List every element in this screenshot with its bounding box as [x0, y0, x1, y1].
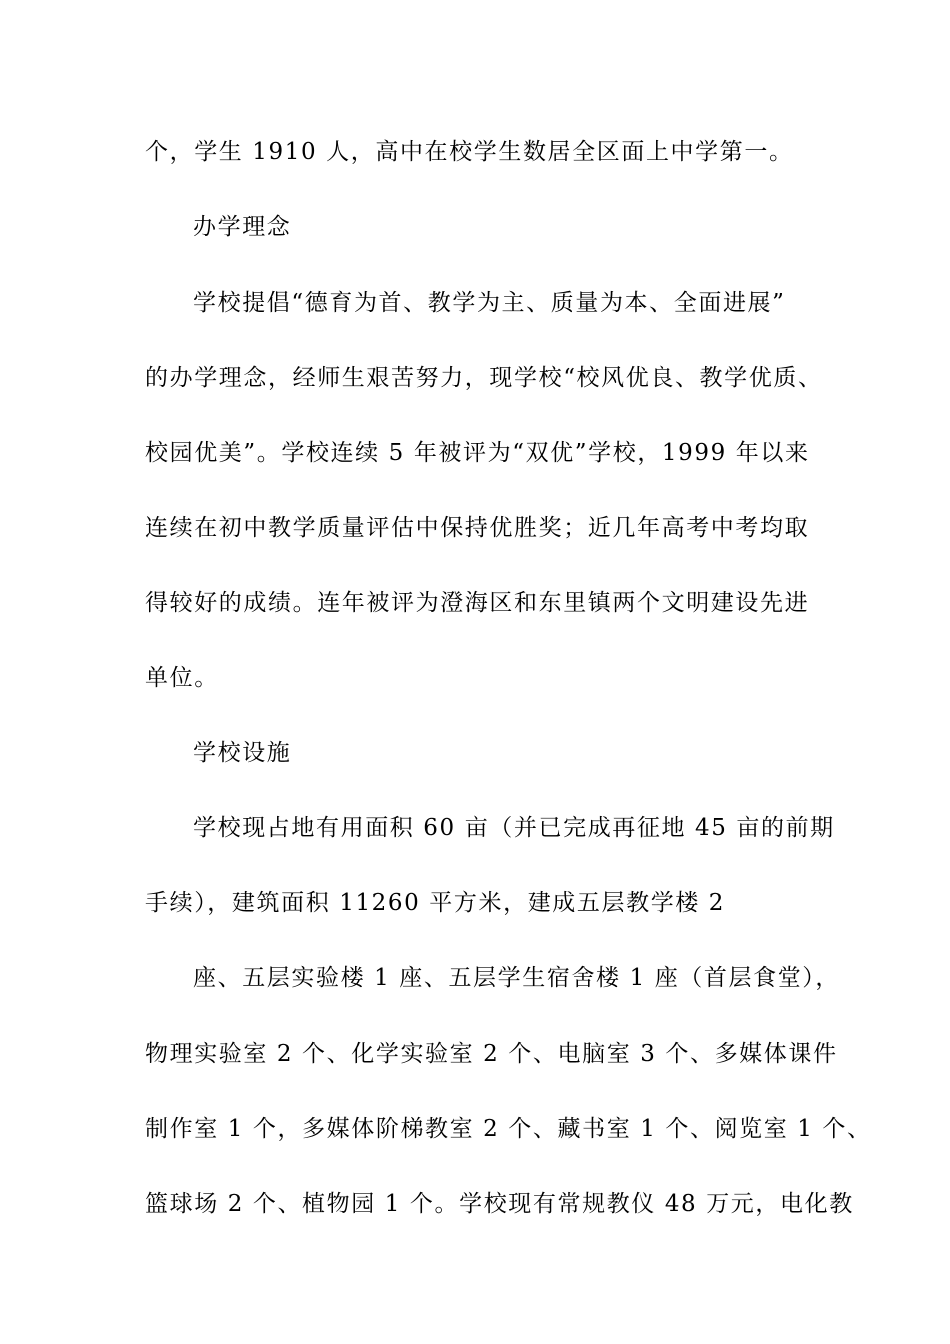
- paragraph-line: 校园优美”。学校连续 5 年被评为“双优”学校，1999 年以来: [145, 440, 810, 466]
- paragraph-line: 座、五层实验楼 1 座、五层学生宿舍楼 1 座（首层食堂），: [193, 965, 841, 991]
- paragraph-line: 得较好的成绩。连年被评为澄海区和东里镇两个文明建设先进: [145, 590, 810, 616]
- section-heading-philosophy: 办学理念: [193, 214, 292, 240]
- section-heading-facilities: 学校设施: [193, 740, 292, 766]
- paragraph-line: 学校提倡“德育为首、教学为主、质量为本、全面进展”: [193, 290, 786, 316]
- paragraph-line: 连续在初中教学质量评估中保持优胜奖；近几年高考中考均取: [145, 515, 810, 541]
- paragraph-line: 个，学生 1910 人，高中在校学生数居全区面上中学第一。: [145, 139, 794, 165]
- paragraph-line: 物理实验室 2 个、化学实验室 2 个、电脑室 3 个、多媒体课件: [145, 1041, 838, 1067]
- paragraph-line: 的办学理念，经师生艰苦努力，现学校“校风优良、教学优质、: [145, 365, 823, 391]
- paragraph-line: 篮球场 2 个、植物园 1 个。学校现有常规教仪 48 万元，电化教: [145, 1191, 854, 1217]
- paragraph-line: 学校现占地有用面积 60 亩（并已完成再征地 45 亩的前期: [193, 815, 835, 841]
- paragraph-line: 手续），建筑面积 11260 平方米，建成五层教学楼 2: [145, 890, 726, 916]
- paragraph-line: 制作室 1 个，多媒体阶梯教室 2 个、藏书室 1 个、阅览室 1 个、: [145, 1116, 872, 1142]
- paragraph-line: 单位。: [145, 665, 219, 691]
